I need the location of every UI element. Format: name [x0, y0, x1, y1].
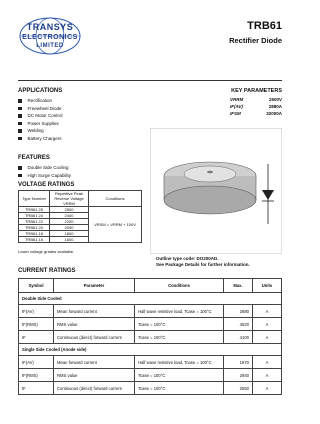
voltage-condition-cell: VRSM = VRRM + 100V — [89, 207, 142, 243]
section-row: Single Side Cooled (Anode side) — [19, 344, 282, 356]
table-row: IF Continuous (direct) forward current Tcase = 100°C 2550 A — [19, 382, 282, 395]
col-reverse-voltage: Repetitive Peak Reverse Voltage VRRM — [50, 191, 89, 207]
bullet-icon — [18, 122, 22, 126]
bullet-icon — [18, 114, 22, 118]
bullet-icon — [18, 129, 22, 133]
voltage-ratings-table — [18, 190, 142, 243]
bullet-icon — [18, 166, 22, 170]
table-row: TRB61 22 2200 — [19, 219, 142, 225]
list-item: Rectification — [18, 97, 63, 105]
voltage-note: Lower voltage grades available. — [18, 249, 75, 254]
col-type-number: Type Number — [19, 191, 50, 207]
applications-heading: APPLICATIONS — [18, 88, 63, 94]
list-item: High Surge Capability — [18, 172, 71, 180]
col-conditions: Conditions — [135, 279, 224, 293]
col-conditions: Conditions — [89, 191, 142, 207]
table-row: TRB61 24 2400 — [19, 213, 142, 219]
table-row: IF Continuous (direct) forward current Tcase = 100°C 4100 A — [19, 331, 282, 344]
key-parameters-heading: KEY PARAMETERS — [231, 88, 282, 94]
col-units: Units — [253, 279, 282, 293]
logo-line-1: TRANSYS — [26, 22, 74, 32]
current-ratings-heading: CURRENT RATINGS — [18, 268, 76, 274]
table-row: TRB61 25 2500 VRSM = VRRM + 100V — [19, 207, 142, 213]
table-row: IF(RMS) RMS value Tcase = 100°C 2940 A — [19, 369, 282, 382]
logo-line-3: LIMITED — [36, 43, 64, 49]
key-parameter-row: IFSM 32000A — [230, 111, 282, 116]
col-symbol: Symbol — [19, 279, 54, 293]
table-row: IF(RMS) RMS value Tcase = 100°C 4520 A — [19, 318, 282, 331]
disc-package-icon — [164, 162, 256, 214]
col-max: Max. — [224, 279, 253, 293]
page-subtitle: Rectifier Diode — [229, 36, 282, 45]
table-row: IF(AV) Mean forward current Half wave resistive load, Tcase = 100°C 1870 A — [19, 356, 282, 369]
package-outline-drawing — [150, 128, 282, 254]
page-title: TRB61 — [247, 20, 282, 32]
col-parameter: Parameter — [54, 279, 135, 293]
bullet-icon — [18, 174, 22, 178]
diode-symbol-icon — [262, 164, 274, 224]
bullet-icon — [18, 99, 22, 103]
table-row: IF(AV) Mean forward current Half wave resistive load, Tcase = 100°C 2880 A — [19, 305, 282, 318]
key-parameter-row: VRRM 2500V — [230, 97, 282, 102]
list-item: Battery Chargers — [18, 135, 63, 143]
list-item: DC Motor Control — [18, 112, 63, 120]
features-list — [18, 164, 71, 179]
list-item: Power Supplies — [18, 120, 63, 128]
list-item: Welding — [18, 127, 63, 135]
list-item: Double Side Cooling — [18, 164, 71, 172]
table-row: TRB61 20 2000 — [19, 225, 142, 231]
header-divider — [18, 80, 282, 81]
bullet-icon — [18, 107, 22, 111]
applications-list — [18, 97, 63, 142]
outline-caption: Outline type code: DO200AD. See Package Details for further information. — [156, 256, 250, 267]
bullet-icon — [18, 137, 22, 141]
list-item: Freewheel Diode — [18, 105, 63, 113]
table-row: TRB61 18 1800 — [19, 231, 142, 237]
section-row: Double Side Cooled — [19, 293, 282, 305]
voltage-ratings-heading: VOLTAGE RATINGS — [18, 182, 75, 188]
company-logo — [18, 16, 82, 60]
table-row: TRB61 16 1600 — [19, 237, 142, 243]
current-ratings-table — [18, 278, 282, 395]
key-parameter-row: IF(AV) 2880A — [230, 104, 282, 109]
logo-line-2: ELECTRONICS — [22, 34, 78, 41]
features-heading: FEATURES — [18, 155, 50, 161]
